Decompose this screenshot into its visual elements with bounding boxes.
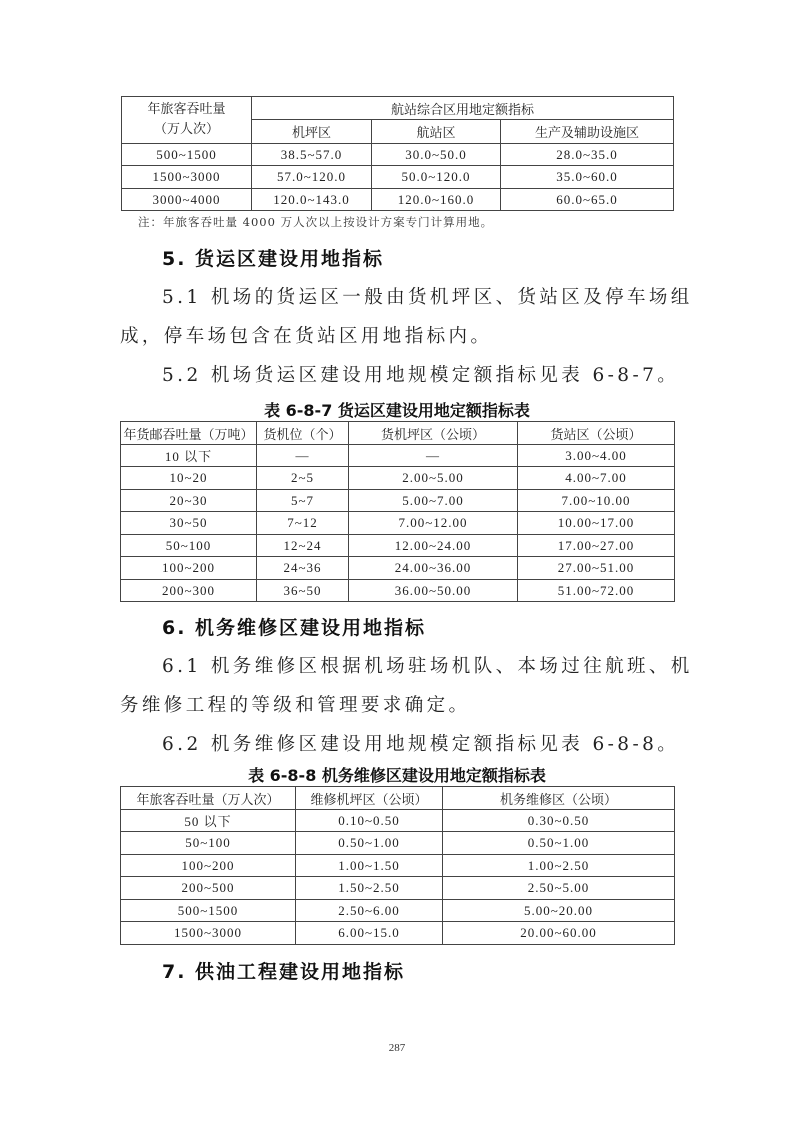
table-cell: 12~24: [257, 535, 349, 557]
table-cell: 1500~3000: [121, 922, 296, 945]
cargo-area-table: [120, 421, 675, 602]
table-cell: 20.00~60.00: [443, 922, 675, 945]
section-6-1-line2: 务维修工程的等级和管理要求确定。: [120, 695, 471, 716]
table-row: [121, 922, 675, 945]
table-cell: 3.00~4.00: [518, 445, 675, 467]
column-header: 机坪区: [252, 120, 372, 144]
table-cell: 50.0~120.0: [372, 166, 501, 189]
table-cell: 38.5~57.0: [252, 144, 372, 166]
table-cell: 500~1500: [121, 900, 296, 922]
table-cell: 3000~4000: [122, 189, 252, 211]
table-row: [122, 166, 674, 189]
table-cell: 1.00~1.50: [296, 855, 443, 877]
group-header: 航站综合区用地定额指标: [252, 97, 674, 120]
table-cell: 28.0~35.0: [501, 144, 674, 166]
column-header: 货机坪区（公顷）: [349, 422, 518, 445]
table-cell: 57.0~120.0: [252, 166, 372, 189]
table-row: [121, 855, 675, 877]
table-cell: 10 以下: [121, 445, 257, 467]
table-cell: 2.50~6.00: [296, 900, 443, 922]
section-6-heading: 6. 机务维修区建设用地指标: [162, 617, 427, 639]
table-cell: 0.50~1.00: [296, 832, 443, 855]
table-cell: 5.00~7.00: [349, 490, 518, 512]
table-row: [121, 900, 675, 922]
section-6-2: 6.2 机务维修区建设用地规模定额指标见表 6-8-8。: [162, 734, 680, 755]
table-cell: 7.00~10.00: [518, 490, 675, 512]
table-cell: 5~7: [257, 490, 349, 512]
table-cell: 27.00~51.00: [518, 557, 675, 580]
table-cell: 0.10~0.50: [296, 810, 443, 832]
section-5-heading: 5. 货运区建设用地指标: [162, 248, 385, 270]
page-number: 287: [388, 1042, 406, 1054]
table-cell: 500~1500: [122, 144, 252, 166]
column-header: 机务维修区（公顷）: [443, 787, 675, 810]
table-cell: 50 以下: [121, 810, 296, 832]
table-cell: 2.00~5.00: [349, 467, 518, 490]
table-cell: 12.00~24.00: [349, 535, 518, 557]
table-cell: 50~100: [121, 535, 257, 557]
table-row: [121, 512, 675, 535]
table-cell: 17.00~27.00: [518, 535, 675, 557]
table-cell: 36.00~50.00: [349, 580, 518, 602]
table-cell: 6.00~15.0: [296, 922, 443, 945]
table-row: [122, 189, 674, 211]
table-cell: 2.50~5.00: [443, 877, 675, 900]
table-cell: 24~36: [257, 557, 349, 580]
table-row: [121, 810, 675, 832]
table-row: [121, 467, 675, 490]
column-header: 航站区: [372, 120, 501, 144]
table-cell: 120.0~143.0: [252, 189, 372, 211]
table-cell: 120.0~160.0: [372, 189, 501, 211]
table-cell: 4.00~7.00: [518, 467, 675, 490]
maintenance-area-table: [120, 786, 675, 945]
table-cell: 7~12: [257, 512, 349, 535]
table-cell: 200~300: [121, 580, 257, 602]
row-label-line2: （万人次）: [153, 122, 219, 137]
section-7-heading: 7. 供油工程建设用地指标: [162, 961, 406, 983]
table-row: [121, 490, 675, 512]
table-cell: 1.50~2.50: [296, 877, 443, 900]
table-cell: 20~30: [121, 490, 257, 512]
table-cell: 200~500: [121, 877, 296, 900]
table-cell: 5.00~20.00: [443, 900, 675, 922]
table-row: [121, 832, 675, 855]
table-cell: —: [349, 445, 518, 467]
table-row: [121, 535, 675, 557]
table-row: [121, 445, 675, 467]
section-6-1-line1: 6.1 机务维修区根据机场驻场机队、本场过往航班、机: [162, 656, 693, 677]
row-label-header: [122, 97, 252, 144]
table-cell: 10.00~17.00: [518, 512, 675, 535]
table-cell: 50~100: [121, 832, 296, 855]
column-header: 年旅客吞吐量（万人次）: [121, 787, 296, 810]
table-cell: —: [257, 445, 349, 467]
terminal-area-table: [121, 96, 674, 211]
table-cell: 100~200: [121, 557, 257, 580]
table-cell: 0.30~0.50: [443, 810, 675, 832]
table-cell: 1.00~2.50: [443, 855, 675, 877]
row-label-line1: 年旅客吞吐量: [147, 102, 226, 117]
table-cargo-caption: 表 6-8-7 货运区建设用地定额指标表: [264, 401, 530, 420]
table-cell: 51.00~72.00: [518, 580, 675, 602]
table-note: 注：年旅客吞吐量 4000 万人次以上按设计方案专门计算用地。: [138, 215, 494, 229]
column-header: 维修机坪区（公顷）: [296, 787, 443, 810]
section-5-1-line1: 5.1 机场的货运区一般由货机坪区、货站区及停车场组: [162, 287, 693, 308]
column-header: 货机位（个）: [257, 422, 349, 445]
section-5-2: 5.2 机场货运区建设用地规模定额指标见表 6-8-7。: [162, 365, 680, 386]
column-header: 生产及辅助设施区: [501, 120, 674, 144]
column-header: 年货邮吞吐量（万吨）: [121, 422, 257, 445]
column-header: 货站区（公顷）: [518, 422, 675, 445]
table-row: [121, 557, 675, 580]
table-cell: 30~50: [121, 512, 257, 535]
table-row: [122, 144, 674, 166]
table-cell: 30.0~50.0: [372, 144, 501, 166]
table-cell: 60.0~65.0: [501, 189, 674, 211]
table-cell: 24.00~36.00: [349, 557, 518, 580]
table-cell: 0.50~1.00: [443, 832, 675, 855]
table-cell: 35.0~60.0: [501, 166, 674, 189]
table-cell: 1500~3000: [122, 166, 252, 189]
table-row: [121, 580, 675, 602]
table-cell: 36~50: [257, 580, 349, 602]
table-cell: 7.00~12.00: [349, 512, 518, 535]
table-cell: 2~5: [257, 467, 349, 490]
table-cell: 10~20: [121, 467, 257, 490]
table-row: [121, 877, 675, 900]
section-5-1-line2: 成，停车场包含在货站区用地指标内。: [120, 326, 493, 347]
table-maintenance-caption: 表 6-8-8 机务维修区建设用地定额指标表: [248, 766, 546, 785]
table-cell: 100~200: [121, 855, 296, 877]
